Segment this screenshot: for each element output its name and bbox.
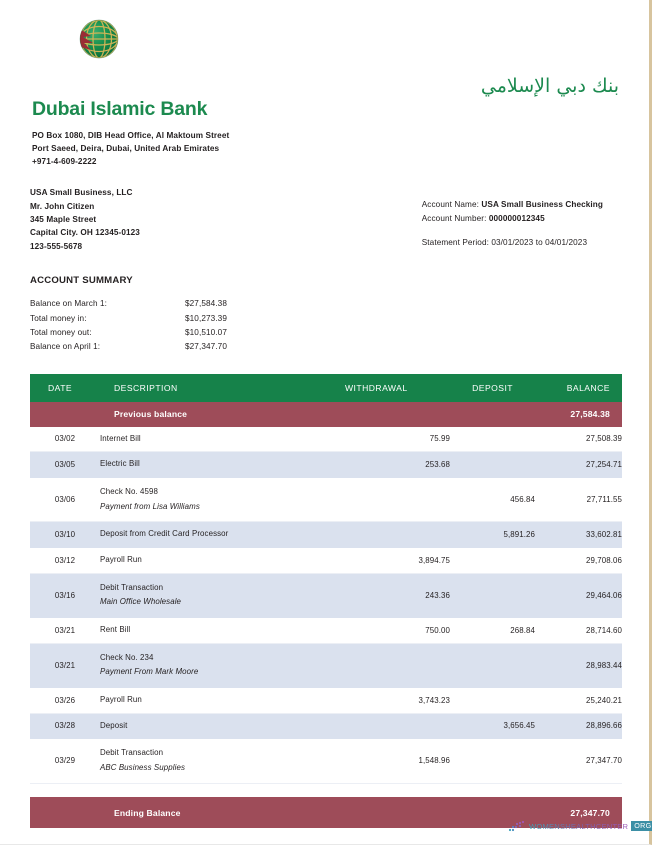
row-balance: 27,254.71 xyxy=(535,452,622,478)
row-withdrawal: 3,743.23 xyxy=(345,687,450,713)
ending-balance-withdrawal xyxy=(345,797,450,828)
table-spacer-cell xyxy=(30,783,622,797)
customer-company: USA Small Business, LLC xyxy=(30,188,133,198)
row-description xyxy=(100,477,345,521)
row-balance: 28,983.44 xyxy=(535,643,622,687)
statement-header xyxy=(0,0,649,168)
customer-city-state-zip: Capital City. OH 12345-0123 xyxy=(30,228,140,238)
ending-balance-label: Ending Balance xyxy=(100,797,345,828)
previous-balance-amount: 27,584.38 xyxy=(535,402,622,427)
table-spacer xyxy=(30,783,622,797)
ending-balance-amount: 27,347.70 xyxy=(535,797,622,828)
row-withdrawal xyxy=(345,643,450,687)
summary-row xyxy=(30,339,305,353)
table-row[interactable] xyxy=(30,477,622,521)
previous-balance-row xyxy=(30,402,622,427)
row-deposit xyxy=(450,643,535,687)
account-number-row xyxy=(422,212,603,225)
summary-row xyxy=(30,311,305,325)
parties-section xyxy=(0,186,649,252)
row-date: 03/05 xyxy=(30,452,100,478)
table-row[interactable] xyxy=(30,687,622,713)
column-header-date[interactable]: DATE xyxy=(30,374,100,402)
row-description xyxy=(100,687,345,713)
customer-street: 345 Maple Street xyxy=(30,214,97,224)
row-description-main: Payroll Run xyxy=(100,694,142,704)
column-header-description[interactable]: DESCRIPTION xyxy=(100,374,345,402)
row-description-sub: Main Office Wholesale xyxy=(100,597,182,607)
bank-address-line1: PO Box 1080, DIB Head Office, Al Maktoum Street xyxy=(32,131,230,141)
row-date: 03/26 xyxy=(30,687,100,713)
bank-address-line2: Port Saeed, Deira, Dubai, United Arab Emirates xyxy=(32,144,220,154)
row-description xyxy=(100,573,345,617)
row-description xyxy=(100,547,345,573)
transactions-header-row xyxy=(30,374,622,402)
row-description xyxy=(100,522,345,548)
row-description-main: Electric Bill xyxy=(100,459,140,469)
row-withdrawal: 253.68 xyxy=(345,452,450,478)
account-summary-title: ACCOUNT SUMMARY xyxy=(30,274,133,286)
row-balance: 29,708.06 xyxy=(535,547,622,573)
row-balance: 27,711.55 xyxy=(535,477,622,521)
column-header-deposit[interactable]: DEPOSIT xyxy=(450,374,535,402)
statement-period-value: 03/01/2023 to 04/01/2023 xyxy=(491,237,588,247)
dib-globe-logo-icon xyxy=(74,16,124,66)
row-withdrawal: 3,894.75 xyxy=(345,547,450,573)
row-description xyxy=(100,713,345,739)
row-description-main: Debit Transaction xyxy=(100,582,164,592)
summary-label: Total money in: xyxy=(30,313,87,323)
column-header-balance[interactable]: BALANCE xyxy=(535,374,622,402)
table-row[interactable] xyxy=(30,713,622,739)
row-withdrawal: 75.99 xyxy=(345,427,450,452)
summary-value: $27,347.70 xyxy=(185,341,227,351)
row-date: 03/06 xyxy=(30,477,100,521)
row-withdrawal: 1,548.96 xyxy=(345,739,450,783)
row-description xyxy=(100,427,345,452)
row-description xyxy=(100,617,345,643)
row-date: 03/29 xyxy=(30,739,100,783)
summary-row xyxy=(30,325,305,339)
row-balance: 28,714.60 xyxy=(535,617,622,643)
row-date: 03/28 xyxy=(30,713,100,739)
account-name-row xyxy=(422,198,603,211)
watermark-badge: ORG xyxy=(631,821,652,831)
customer-phone: 123-555-5678 xyxy=(30,241,83,251)
row-description-main: Deposit xyxy=(100,720,128,730)
watermark-dots-icon xyxy=(508,819,526,833)
site-watermark xyxy=(508,818,652,834)
ending-balance-date xyxy=(30,797,100,828)
row-withdrawal: 243.36 xyxy=(345,573,450,617)
row-description xyxy=(100,452,345,478)
row-withdrawal xyxy=(345,477,450,521)
customer-contact: Mr. John Citizen xyxy=(30,201,95,211)
row-balance: 33,602.81 xyxy=(535,522,622,548)
row-deposit xyxy=(450,452,535,478)
previous-balance-withdrawal xyxy=(345,402,450,427)
transactions-table-body xyxy=(30,402,622,829)
account-summary-body xyxy=(30,297,305,354)
row-balance: 29,464.06 xyxy=(535,573,622,617)
row-description-sub: ABC Business Supplies xyxy=(100,762,185,772)
previous-balance-label: Previous balance xyxy=(100,402,345,427)
summary-value: $27,584.38 xyxy=(185,299,227,309)
summary-label: Balance on March 1: xyxy=(30,299,107,309)
row-description-main: Debit Transaction xyxy=(100,748,164,758)
transactions-table-head xyxy=(30,374,622,402)
account-number-value: 000000012345 xyxy=(488,213,545,223)
customer-address-block xyxy=(30,186,140,252)
account-name-value: USA Small Business Checking xyxy=(481,200,603,210)
row-description-main: Deposit from Credit Card Processor xyxy=(100,529,229,539)
watermark-text: WOMENSHEALTHCENTER xyxy=(529,821,629,831)
row-description-sub: Payment From Mark Moore xyxy=(100,667,199,677)
table-row[interactable] xyxy=(30,643,622,687)
row-deposit xyxy=(450,739,535,783)
summary-label: Balance on April 1: xyxy=(30,341,101,351)
table-row[interactable] xyxy=(30,617,622,643)
row-date: 03/21 xyxy=(30,617,100,643)
table-row[interactable] xyxy=(30,522,622,548)
bank-phone: +971-4-609-2222 xyxy=(32,156,97,166)
row-deposit xyxy=(450,573,535,617)
row-date: 03/16 xyxy=(30,573,100,617)
row-deposit xyxy=(450,427,535,452)
account-summary-section xyxy=(0,275,649,354)
row-balance: 25,240.21 xyxy=(535,687,622,713)
account-number-label: Account Number: xyxy=(421,213,487,223)
row-balance: 27,508.39 xyxy=(535,427,622,452)
row-deposit: 456.84 xyxy=(450,477,535,521)
summary-value: $10,510.07 xyxy=(185,327,227,337)
row-description xyxy=(100,643,345,687)
row-description-sub: Payment from Lisa Williams xyxy=(100,501,200,511)
row-date: 03/12 xyxy=(30,547,100,573)
bank-address xyxy=(32,130,619,168)
row-withdrawal: 750.00 xyxy=(345,617,450,643)
table-row[interactable] xyxy=(30,452,622,478)
row-balance: 27,347.70 xyxy=(535,739,622,783)
account-summary-table xyxy=(30,297,305,354)
account-details-block xyxy=(422,198,603,249)
table-row[interactable] xyxy=(30,547,622,573)
table-row[interactable] xyxy=(30,427,622,452)
row-deposit: 268.84 xyxy=(450,617,535,643)
row-date: 03/10 xyxy=(30,522,100,548)
row-description-main: Check No. 234 xyxy=(100,652,154,662)
transactions-table xyxy=(30,374,622,829)
account-name-label: Account Name: xyxy=(421,200,480,210)
row-date: 03/02 xyxy=(30,427,100,452)
row-description-main: Payroll Run xyxy=(100,554,142,564)
row-description xyxy=(100,739,345,783)
row-date: 03/21 xyxy=(30,643,100,687)
table-row[interactable] xyxy=(30,739,622,783)
bank-name-english: Dubai Islamic Bank xyxy=(32,97,208,120)
row-withdrawal xyxy=(345,522,450,548)
statement-period-label: Statement Period: xyxy=(421,237,489,247)
row-deposit xyxy=(450,547,535,573)
row-description-main: Rent Bill xyxy=(100,624,131,634)
summary-row xyxy=(30,297,305,311)
row-deposit: 5,891.26 xyxy=(450,522,535,548)
row-withdrawal xyxy=(345,713,450,739)
summary-value: $10,273.39 xyxy=(185,313,227,323)
row-deposit xyxy=(450,687,535,713)
table-row[interactable] xyxy=(30,573,622,617)
column-header-withdrawal[interactable]: WITHDRAWAL xyxy=(345,374,450,402)
row-description-main: Check No. 4598 xyxy=(100,486,158,496)
previous-balance-date xyxy=(30,402,100,427)
transactions-section xyxy=(0,374,649,829)
row-description-main: Internet Bill xyxy=(100,433,141,443)
row-deposit: 3,656.45 xyxy=(450,713,535,739)
row-balance: 28,896.66 xyxy=(535,713,622,739)
statement-period-row xyxy=(422,236,603,249)
previous-balance-deposit xyxy=(450,402,535,427)
bank-name-arabic: بنك دبي الإسلامي xyxy=(480,75,619,97)
summary-label: Total money out: xyxy=(30,327,92,337)
